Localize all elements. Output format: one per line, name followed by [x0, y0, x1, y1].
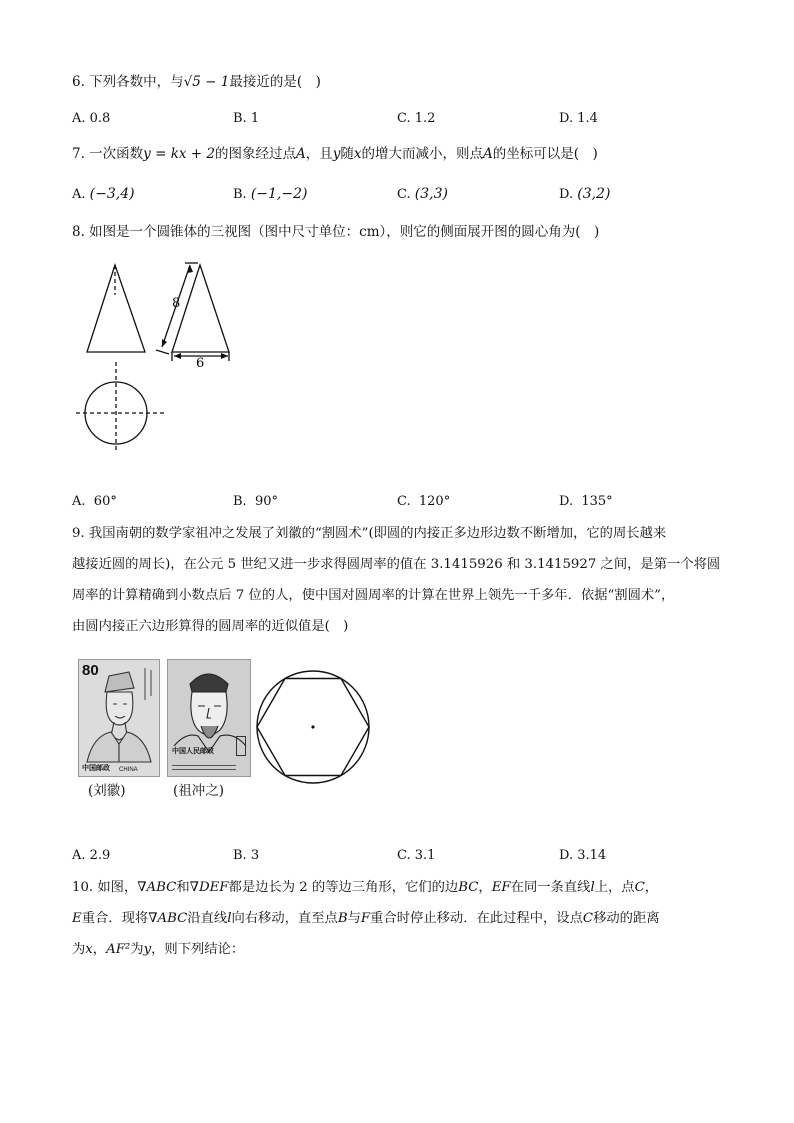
q6-stem [72, 72, 321, 92]
q8-option-a-label: A. [72, 494, 86, 509]
q9-option-c: C. 3.1 [397, 848, 436, 863]
stamp-liu-hui-country: 中国邮政 [82, 763, 110, 772]
q8-option-c-value: 120° [418, 494, 451, 509]
q7-stem-post: 的增大而减小，则点 [361, 146, 483, 162]
q10-point-c: C [634, 880, 645, 895]
q8-option-b-value: 90° [254, 494, 278, 509]
q10-point-e: E [72, 911, 82, 926]
stamp-liu-hui-caption: (刘徽) [88, 783, 126, 799]
q10-segment-ef: EF [491, 880, 511, 895]
q7-function: y = kx + 2 [143, 146, 215, 162]
q10-line-3 [72, 940, 244, 960]
q7-option-b-value: (−1,−2) [250, 186, 308, 202]
q8-slant-label: 8 [172, 296, 181, 311]
q10-line-2 [72, 909, 660, 929]
q7-option-a-label: A. [72, 187, 86, 202]
front-view-triangle [87, 265, 145, 352]
q8-option-c [397, 494, 450, 509]
q9-line-1: 9. 我国南朝的数学家祖冲之发展了刘徽的“割圆术”(即圆的内接正多边形边数不断增加，它的周长越来 [72, 526, 667, 541]
q10-text-1c: 都是边长为 2 的等边三角形，它们的边 [228, 880, 459, 895]
q10-text-3b: ， [92, 942, 107, 957]
q8-three-views-figure [70, 255, 240, 455]
stamp-zu-chongzhi-country: 中国人民邮政 [172, 746, 214, 755]
q7-stem-mid: 的图象经过点 [214, 146, 296, 162]
q6-expression: √5 − 1 [183, 74, 230, 90]
q6-option-c: C. 1.2 [397, 111, 436, 126]
stamp-zu-chongzhi-caption: (祖冲之) [173, 783, 225, 799]
q7-point-a: A [295, 146, 306, 162]
q9-option-d: D. 3.14 [559, 848, 607, 863]
q8-stem: 8. 如图是一个圆锥体的三视图（图中尺寸单位：cm），则它的侧面展开图的圆心角为( ) [72, 224, 600, 240]
q10-point-b: B [337, 911, 348, 926]
q7-option-c-label: C. [397, 187, 411, 202]
q10-text-2f: 重合时停止移动．在此过程中，设点 [370, 911, 583, 926]
q10-text-2g: 移动的距离 [593, 911, 660, 926]
q6-stem-pre: 6. 下列各数中，与 [72, 74, 184, 90]
q10-text-2e: 与 [347, 911, 361, 926]
q10-triangle-abc: ∇ABC [137, 880, 177, 895]
q10-line-l-2: l [227, 911, 232, 926]
q7-option-d-value: (3,2) [577, 186, 611, 202]
q6-stem-post: 最接近的是( ) [229, 74, 321, 90]
q10-point-f: F [360, 911, 371, 926]
q10-point-c-2: C [582, 911, 594, 926]
q10-text-1e: 在同一条直线 [510, 880, 591, 895]
q10-text-1a: 10. 如图， [72, 880, 138, 895]
q10-text-1g: ， [644, 880, 659, 895]
q10-text-2c: 沿直线 [187, 911, 228, 926]
q6-option-b: B. 1 [233, 111, 260, 126]
zu-chongzhi-portrait [168, 660, 250, 776]
q9-line-2: 越接近圆的周长)，在公元 5 世纪又进一步求得圆周率的值在 3.1415926 和 3.1415927 之间，是第一个将圆 [72, 557, 721, 572]
q7-var-y: y [332, 146, 341, 162]
q9-option-b: B. 3 [233, 848, 260, 863]
q8-option-c-label: C. [397, 494, 411, 509]
q10-text-3a: 为 [72, 942, 86, 957]
circle-center-dot [311, 725, 314, 728]
q10-text-1f: 上，点 [594, 880, 635, 895]
q7-option-c-value: (3,3) [414, 186, 448, 202]
q7-option-c [397, 186, 448, 202]
q10-triangle-abc-2: ∇ABC [148, 911, 188, 926]
q10-text-2d: 向右移动，直至点 [231, 911, 338, 926]
q10-text-3c: 为 [130, 942, 144, 957]
q10-segment-bc: BC [458, 880, 479, 895]
q8-option-b-label: B. [233, 494, 247, 509]
q9-line-3: 周率的计算精确到小数点后 7 位的人，使中国对圆周率的计算在世界上领先一千多年．依据“割圆术”， [72, 588, 675, 603]
stamp-liu-hui-value: 80 [82, 662, 99, 679]
q7-point-a2: A [483, 146, 493, 162]
q7-stem-pre: 7. 一次函数 [72, 146, 144, 162]
q8-option-b [233, 494, 278, 509]
q6-option-d: D. 1.4 [559, 111, 598, 126]
q8-option-d-value: 135° [581, 494, 613, 509]
q9-line-4: 由圆内接正六边形算得的圆周率的近似值是( ) [72, 619, 349, 634]
liu-hui-portrait [79, 660, 159, 776]
q7-option-b [233, 186, 307, 202]
q10-line-l: l [590, 880, 595, 895]
q7-stem-mid2: ，且 [305, 146, 333, 162]
q10-triangle-def: ∇DEF [189, 880, 229, 895]
q7-var-x: x [353, 146, 362, 162]
q10-text-1d: ， [478, 880, 492, 895]
q7-option-d-label: D. [559, 187, 574, 202]
q10-line-1 [72, 878, 658, 898]
q10-af-squared: AF² [106, 942, 131, 957]
stamp-liu-hui-china: CHINA [119, 767, 138, 773]
side-view-triangle [172, 265, 229, 352]
q6-option-a: A. 0.8 [72, 111, 111, 126]
q8-option-d-label: D. [559, 494, 574, 509]
stamp-liu-hui [78, 659, 160, 777]
q8-option-a-value: 60° [93, 494, 117, 509]
q10-text-2b: 重合．现将 [81, 911, 149, 926]
q8-option-d [559, 494, 613, 509]
q10-var-x: x [85, 942, 93, 957]
q9-option-a: A. 2.9 [72, 848, 111, 863]
q7-option-b-label: B. [233, 187, 247, 202]
q7-option-a-value: (−3,4) [89, 186, 135, 202]
inscribed-hexagon-figure [255, 669, 371, 785]
q10-var-y: y [143, 942, 152, 957]
q7-option-d [559, 186, 610, 202]
q7-stem-mid3: 随 [340, 146, 354, 162]
q10-text-3d: ，则下列结论： [151, 942, 245, 957]
q8-option-a [72, 494, 117, 509]
q8-base-label: 6 [196, 356, 205, 371]
q10-text-1b: 和 [176, 880, 190, 895]
q7-stem [72, 144, 598, 164]
stamp-zu-chongzhi [167, 659, 251, 777]
q7-option-a [72, 186, 135, 202]
q7-stem-end: 的坐标可以是( ) [492, 146, 598, 162]
